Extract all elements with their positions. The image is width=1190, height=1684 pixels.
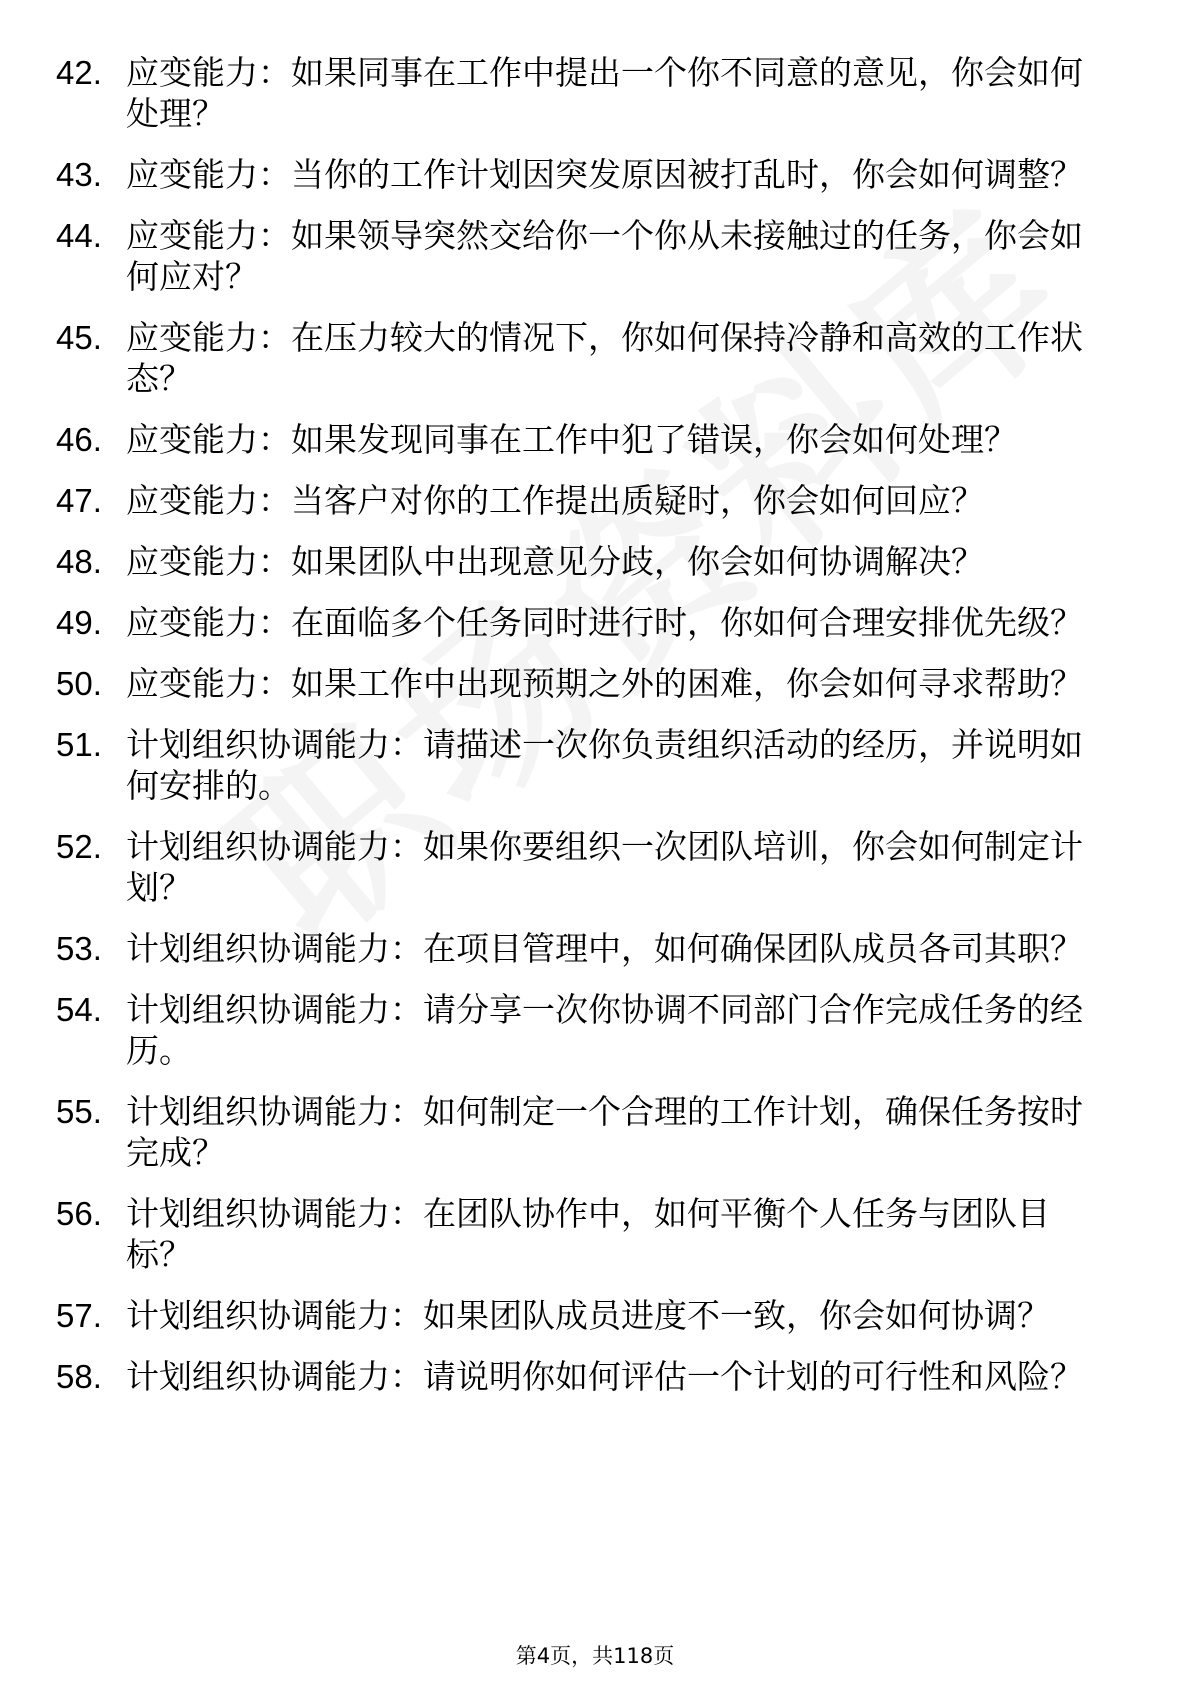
question-text: 应变能力：在压力较大的情况下，你如何保持冷静和高效的工作状态？ (126, 318, 1083, 398)
question-number: 58. (56, 1358, 102, 1395)
question-text: 计划组织协调能力：如何制定一个合理的工作计划，确保任务按时完成？ (126, 1092, 1083, 1172)
question-text: 计划组织协调能力：如果团队成员进度不一致，你会如何协调？ (126, 1296, 1050, 1335)
list-item (0, 480, 1106, 521)
list-item (0, 317, 1106, 399)
question-number: 46. (56, 421, 102, 458)
list-item (0, 826, 1106, 908)
question-text: 计划组织协调能力：在项目管理中，如何确保团队成员各司其职？ (126, 929, 1083, 968)
question-number: 53. (56, 930, 102, 967)
question-number: 51. (56, 726, 102, 763)
list-item (0, 1193, 1106, 1275)
list-item (0, 1091, 1106, 1173)
page-number: 第4页，共118页 (515, 1644, 675, 1668)
question-text: 应变能力：在面临多个任务同时进行时，你如何合理安排优先级？ (126, 603, 1083, 642)
question-number: 43. (56, 156, 102, 193)
question-text: 计划组织协调能力：请分享一次你协调不同部门合作完成任务的经历。 (126, 990, 1083, 1070)
list-item (0, 419, 1106, 460)
question-number: 56. (56, 1195, 102, 1232)
list-item (0, 215, 1106, 297)
question-text: 应变能力：当客户对你的工作提出质疑时，你会如何回应？ (126, 481, 984, 520)
list-item (0, 989, 1106, 1071)
list-item (0, 724, 1106, 806)
question-number: 42. (56, 54, 102, 91)
question-text: 计划组织协调能力：如果你要组织一次团队培训，你会如何制定计划？ (126, 827, 1083, 907)
list-item (0, 1295, 1106, 1336)
list-item (0, 663, 1106, 704)
question-number: 52. (56, 828, 102, 865)
question-number: 57. (56, 1297, 102, 1334)
question-number: 50. (56, 665, 102, 702)
question-number: 54. (56, 991, 102, 1028)
list-item (0, 154, 1106, 195)
question-number: 44. (56, 217, 102, 254)
question-number: 49. (56, 604, 102, 641)
question-text: 应变能力：当你的工作计划因突发原因被打乱时，你会如何调整？ (126, 155, 1083, 194)
question-number: 45. (56, 319, 102, 356)
question-text: 计划组织协调能力：在团队协作中，如何平衡个人任务与团队目标？ (126, 1194, 1050, 1274)
question-text: 应变能力：如果发现同事在工作中犯了错误，你会如何处理？ (126, 420, 1017, 459)
question-text: 应变能力：如果领导突然交给你一个你从未接触过的任务，你会如何应对？ (126, 216, 1083, 296)
list-item (0, 1356, 1106, 1397)
question-text: 应变能力：如果工作中出现预期之外的困难，你会如何寻求帮助？ (126, 664, 1083, 703)
question-text: 应变能力：如果同事在工作中提出一个你不同意的意见，你会如何处理？ (126, 53, 1083, 133)
question-list (0, 52, 1190, 1417)
question-text: 应变能力：如果团队中出现意见分歧，你会如何协调解决？ (126, 542, 984, 581)
question-number: 47. (56, 482, 102, 519)
list-item (0, 602, 1106, 643)
list-item (0, 52, 1106, 134)
question-text: 计划组织协调能力：请描述一次你负责组织活动的经历，并说明如何安排的。 (126, 725, 1083, 805)
list-item (0, 928, 1106, 969)
question-number: 55. (56, 1093, 102, 1130)
list-item (0, 541, 1106, 582)
question-text: 计划组织协调能力：请说明你如何评估一个计划的可行性和风险？ (126, 1357, 1083, 1396)
question-number: 48. (56, 543, 102, 580)
